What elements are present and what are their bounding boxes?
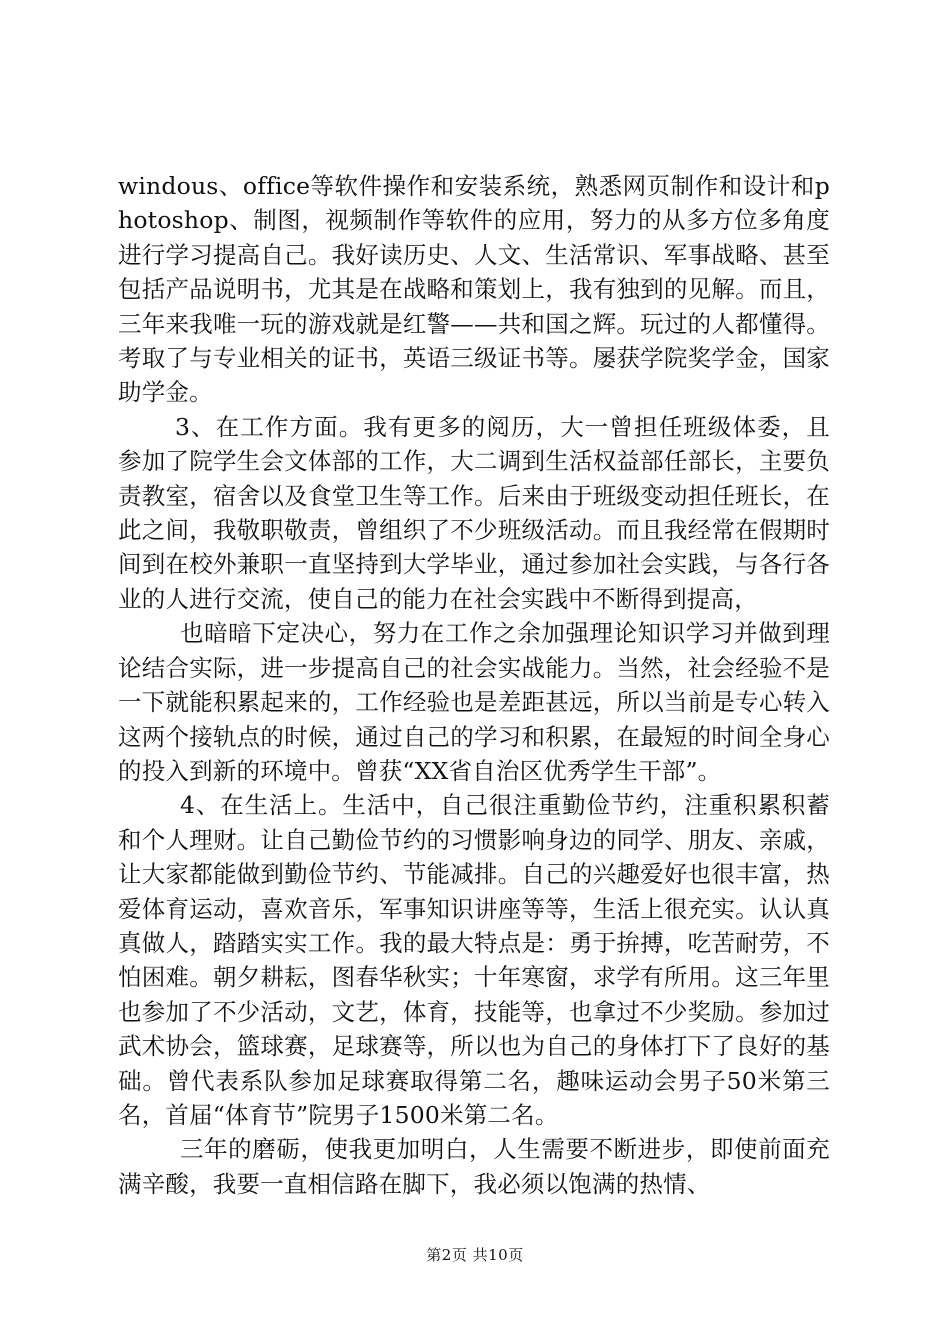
page-footer: 第2页 共10页 — [426, 1246, 524, 1264]
paragraph-work: 3、在工作方面。我有更多的阅历，大一曾担任班级体委，且参加了院学生会文体部的工作，大二调到生活权益部任部长，主要负责教室，宿舍以及食堂卫生等工作。后来由于班级变动担任班长，在此之间，我敬职敬责，曾组织了不少班级活动。而且我经常在假期时间到在校外兼职一直坚持到大学毕业，通过参加社会实践，与各行各业的人进行交流，使自己的能力在社会实践中不断得到提高， — [118, 412, 830, 613]
document-body — [118, 169, 830, 1201]
paragraph-life: 4、在生活上。生活中，自己很注重勤俭节约，注重积累积蓄和个人理财。让自己勤俭节约的习惯影响身边的同学、朋友、亲戚，让大家都能做到勤俭节约、节能减排。自己的兴趣爱好也很丰富，热爱体育运动，喜欢音乐，军事知识讲座等等，生活上很充实。认认真真做人，踏踏实实工作。我的最大特点是：勇于拚搏，吃苦耐劳，不怕困难。朝夕耕耘，图春华秋实；十年寒窗，求学有所用。这三年里也参加了不少活动，文艺，体育，技能等，也拿过不少奖励。参加过武术协会，篮球赛，足球赛等，所以也为自己的身体打下了良好的基础。曾代表系队参加足球赛取得第二名，趣味运动会男子50米第三名，首届“体育节”院男子1500米第二名。 — [118, 791, 830, 1129]
paragraph-conclusion: 三年的磨砺，使我更加明白，人生需要不断进步，即使前面充满辛酸，我要一直相信路在脚下，我必须以饱满的热情、 — [118, 1135, 830, 1198]
paragraph-skills: windous、office等软件操作和安装系统，熟悉网页制作和设计和photoshop、制图，视频制作等软件的应用，努力的从多方位多角度进行学习提高自己。我好读历史、人文、生活常识、军事战略、甚至包括产品说明书，尤其是在战略和策划上，我有独到的见解。而且，三年来我唯一玩的游戏就是红警——共和国之辉。玩过的人都懂得。考取了与专业相关的证书，英语三级证书等。屡获学院奖学金，国家助学金。 — [118, 172, 830, 407]
paragraph-resolve: 也暗暗下定决心，努力在工作之余加强理论知识学习并做到理论结合实际，进一步提高自己的社会实战能力。当然，社会经验不是一下就能积累起来的，工作经验也是差距甚远，所以当前是专心转入这两个接轨点的时候，通过自己的学习和积累，在最短的时间全身心的投入到新的环境中。曾获“XX省自治区优秀学生干部”。 — [118, 619, 830, 785]
